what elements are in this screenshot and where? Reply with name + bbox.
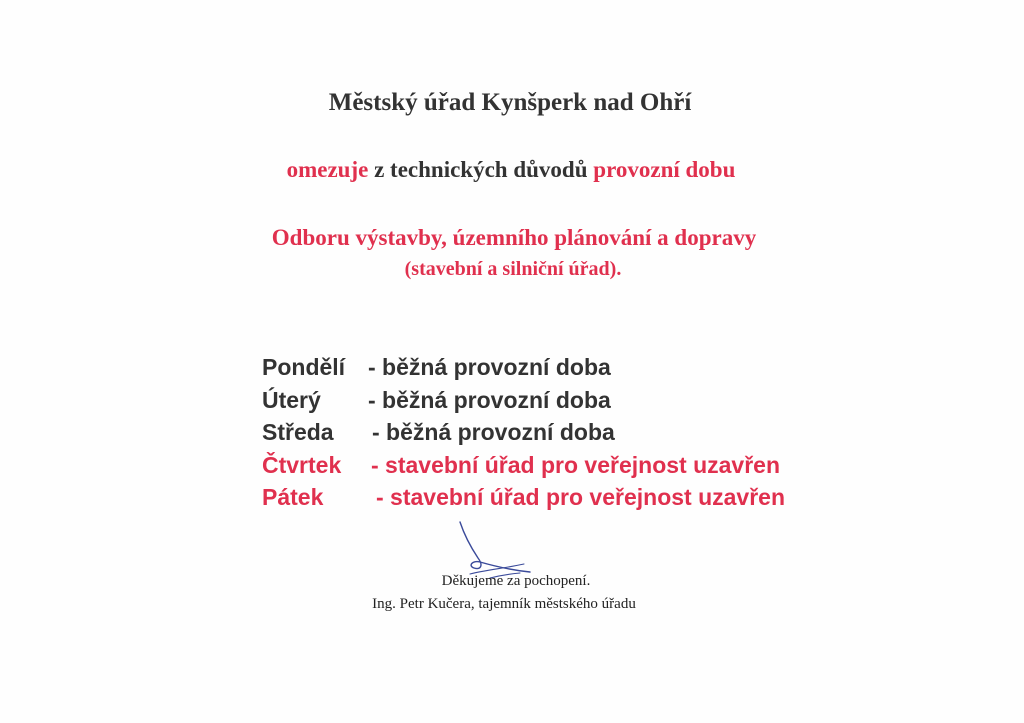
notice-object: provozní dobu xyxy=(593,157,736,182)
schedule-day: Pondělí xyxy=(262,354,346,380)
notice-line xyxy=(0,157,1023,183)
schedule-day: Úterý xyxy=(262,386,321,413)
schedule-desc: - stavební úřad pro veřejnost uzavřen xyxy=(371,451,781,478)
schedule-desc: - stavební úřad pro veřejnost uzavřen xyxy=(376,484,786,510)
thanks-note: Děkujeme za pochopení. xyxy=(441,573,591,589)
schedule-day: Pátek xyxy=(262,484,324,510)
department-name: Odboru výstavby, územního plánování a dopravy xyxy=(271,225,757,250)
signatory-line: Ing. Petr Kučera, tajemník městského úřadu xyxy=(372,596,636,612)
notice-reason: z technických důvodů xyxy=(368,157,594,182)
schedule-desc: - běžná provozní doba xyxy=(368,386,611,413)
department-subtitle: (stavební a silniční úřad). xyxy=(404,258,622,280)
notice-verb: omezuje xyxy=(286,157,369,182)
office-title: Městský úřad Kynšperk nad Ohří xyxy=(328,89,692,116)
schedule-day: Čtvrtek xyxy=(262,451,342,478)
schedule-desc: - běžná provozní doba xyxy=(368,354,611,380)
schedule-day: Středa xyxy=(262,419,334,445)
schedule-desc: - běžná provozní doba xyxy=(372,419,615,445)
